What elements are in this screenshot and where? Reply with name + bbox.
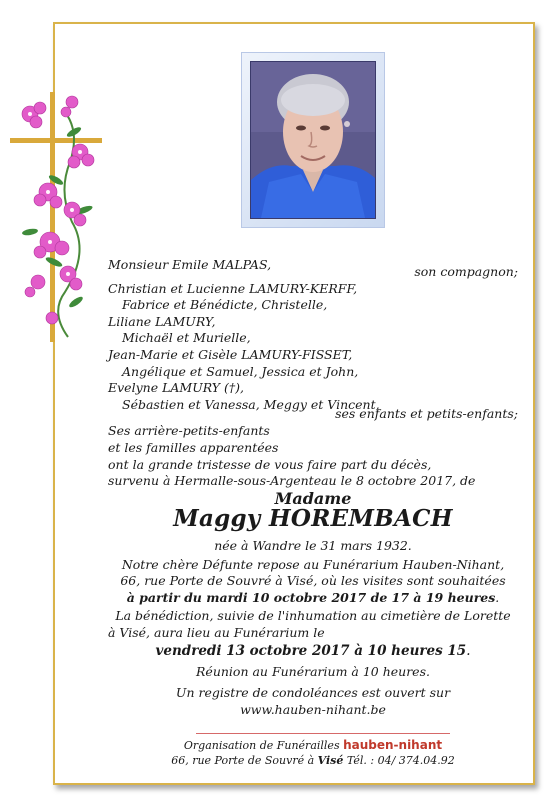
family-line: Liliane LAMURY, [108, 313, 216, 329]
ceremony-date-end: . [466, 642, 471, 659]
visiting-hours: à partir du mardi 10 octobre 2017 de 17 à 19 heures [126, 589, 496, 605]
family-line: Michaël et Murielle, [122, 330, 251, 346]
family-line: Ses arrière-petits-enfants [108, 423, 270, 439]
address-city: Visé [317, 754, 344, 767]
family-block [108, 257, 518, 490]
partner-role: son compagnon; [414, 264, 518, 279]
birth-line: née à Wandre le 31 mars 1932. [214, 538, 412, 553]
family-line: Evelyne LAMURY (†), [108, 380, 244, 396]
family-line: Angélique et Samuel, Jessica et John, [122, 363, 359, 379]
announcement-line: ont la grande tristesse de vous faire part du décès, [108, 456, 432, 472]
org-prefix: Organisation de Funérailles [183, 739, 340, 752]
announcement-line: survenu à Hermalle-sous-Argenteau le 8 octobre 2017, de [108, 473, 476, 489]
details-line: 66, rue Porte de Souvré à Visé, où les visites sont souhaitées [120, 573, 506, 589]
deceased-title: Madame [274, 489, 352, 508]
partner-name: Monsieur Emile MALPAS, [108, 257, 272, 272]
brand-logo: hauben-nihant [343, 738, 443, 752]
website-link[interactable]: www.hauben-nihant.be [240, 701, 386, 717]
children-role: ses enfants et petits-enfants; [335, 405, 518, 421]
family-line: Jean-Marie et Gisèle LAMURY-FISSET, [108, 346, 353, 362]
portrait-frame [241, 52, 385, 228]
visiting-hours-end: . [495, 589, 500, 605]
ceremony-date: vendredi 13 octobre 2017 à 10 heures 15 [155, 642, 467, 659]
details-block [108, 538, 518, 718]
details-line: à Visé, aura lieu au Funérarium le [108, 624, 325, 640]
family-line: et les familles apparentées [108, 439, 279, 455]
details-line: Notre chère Défunte repose au Funérarium Hauben-Nihant, [121, 556, 505, 572]
details-line: Réunion au Funérarium à 10 heures. [196, 663, 430, 679]
portrait-photo-icon [250, 61, 376, 219]
footer-organisation [108, 738, 518, 752]
family-line: Fabrice et Bénédicte, Christelle, [122, 297, 328, 313]
address-prefix: 66, rue Porte de Souvré à [171, 754, 315, 767]
deceased-name: Maggy HOREMBACH [173, 505, 453, 532]
family-line: Sébastien et Vanessa, Meggy et Vincent, [122, 396, 380, 412]
cross-with-flowers-icon [10, 92, 105, 342]
footer-address [108, 754, 518, 767]
phone-number: Tél. : 04/ 374.04.92 [346, 754, 455, 767]
details-line: Un registre de condoléances est ouvert sur [175, 685, 451, 701]
portrait-illustration [251, 62, 375, 218]
details-line: La bénédiction, suivie de l'inhumation au cimetière de Lorette [115, 608, 511, 624]
footer-divider [196, 733, 450, 734]
family-line: Christian et Lucienne LAMURY-KERFF, [108, 280, 358, 296]
